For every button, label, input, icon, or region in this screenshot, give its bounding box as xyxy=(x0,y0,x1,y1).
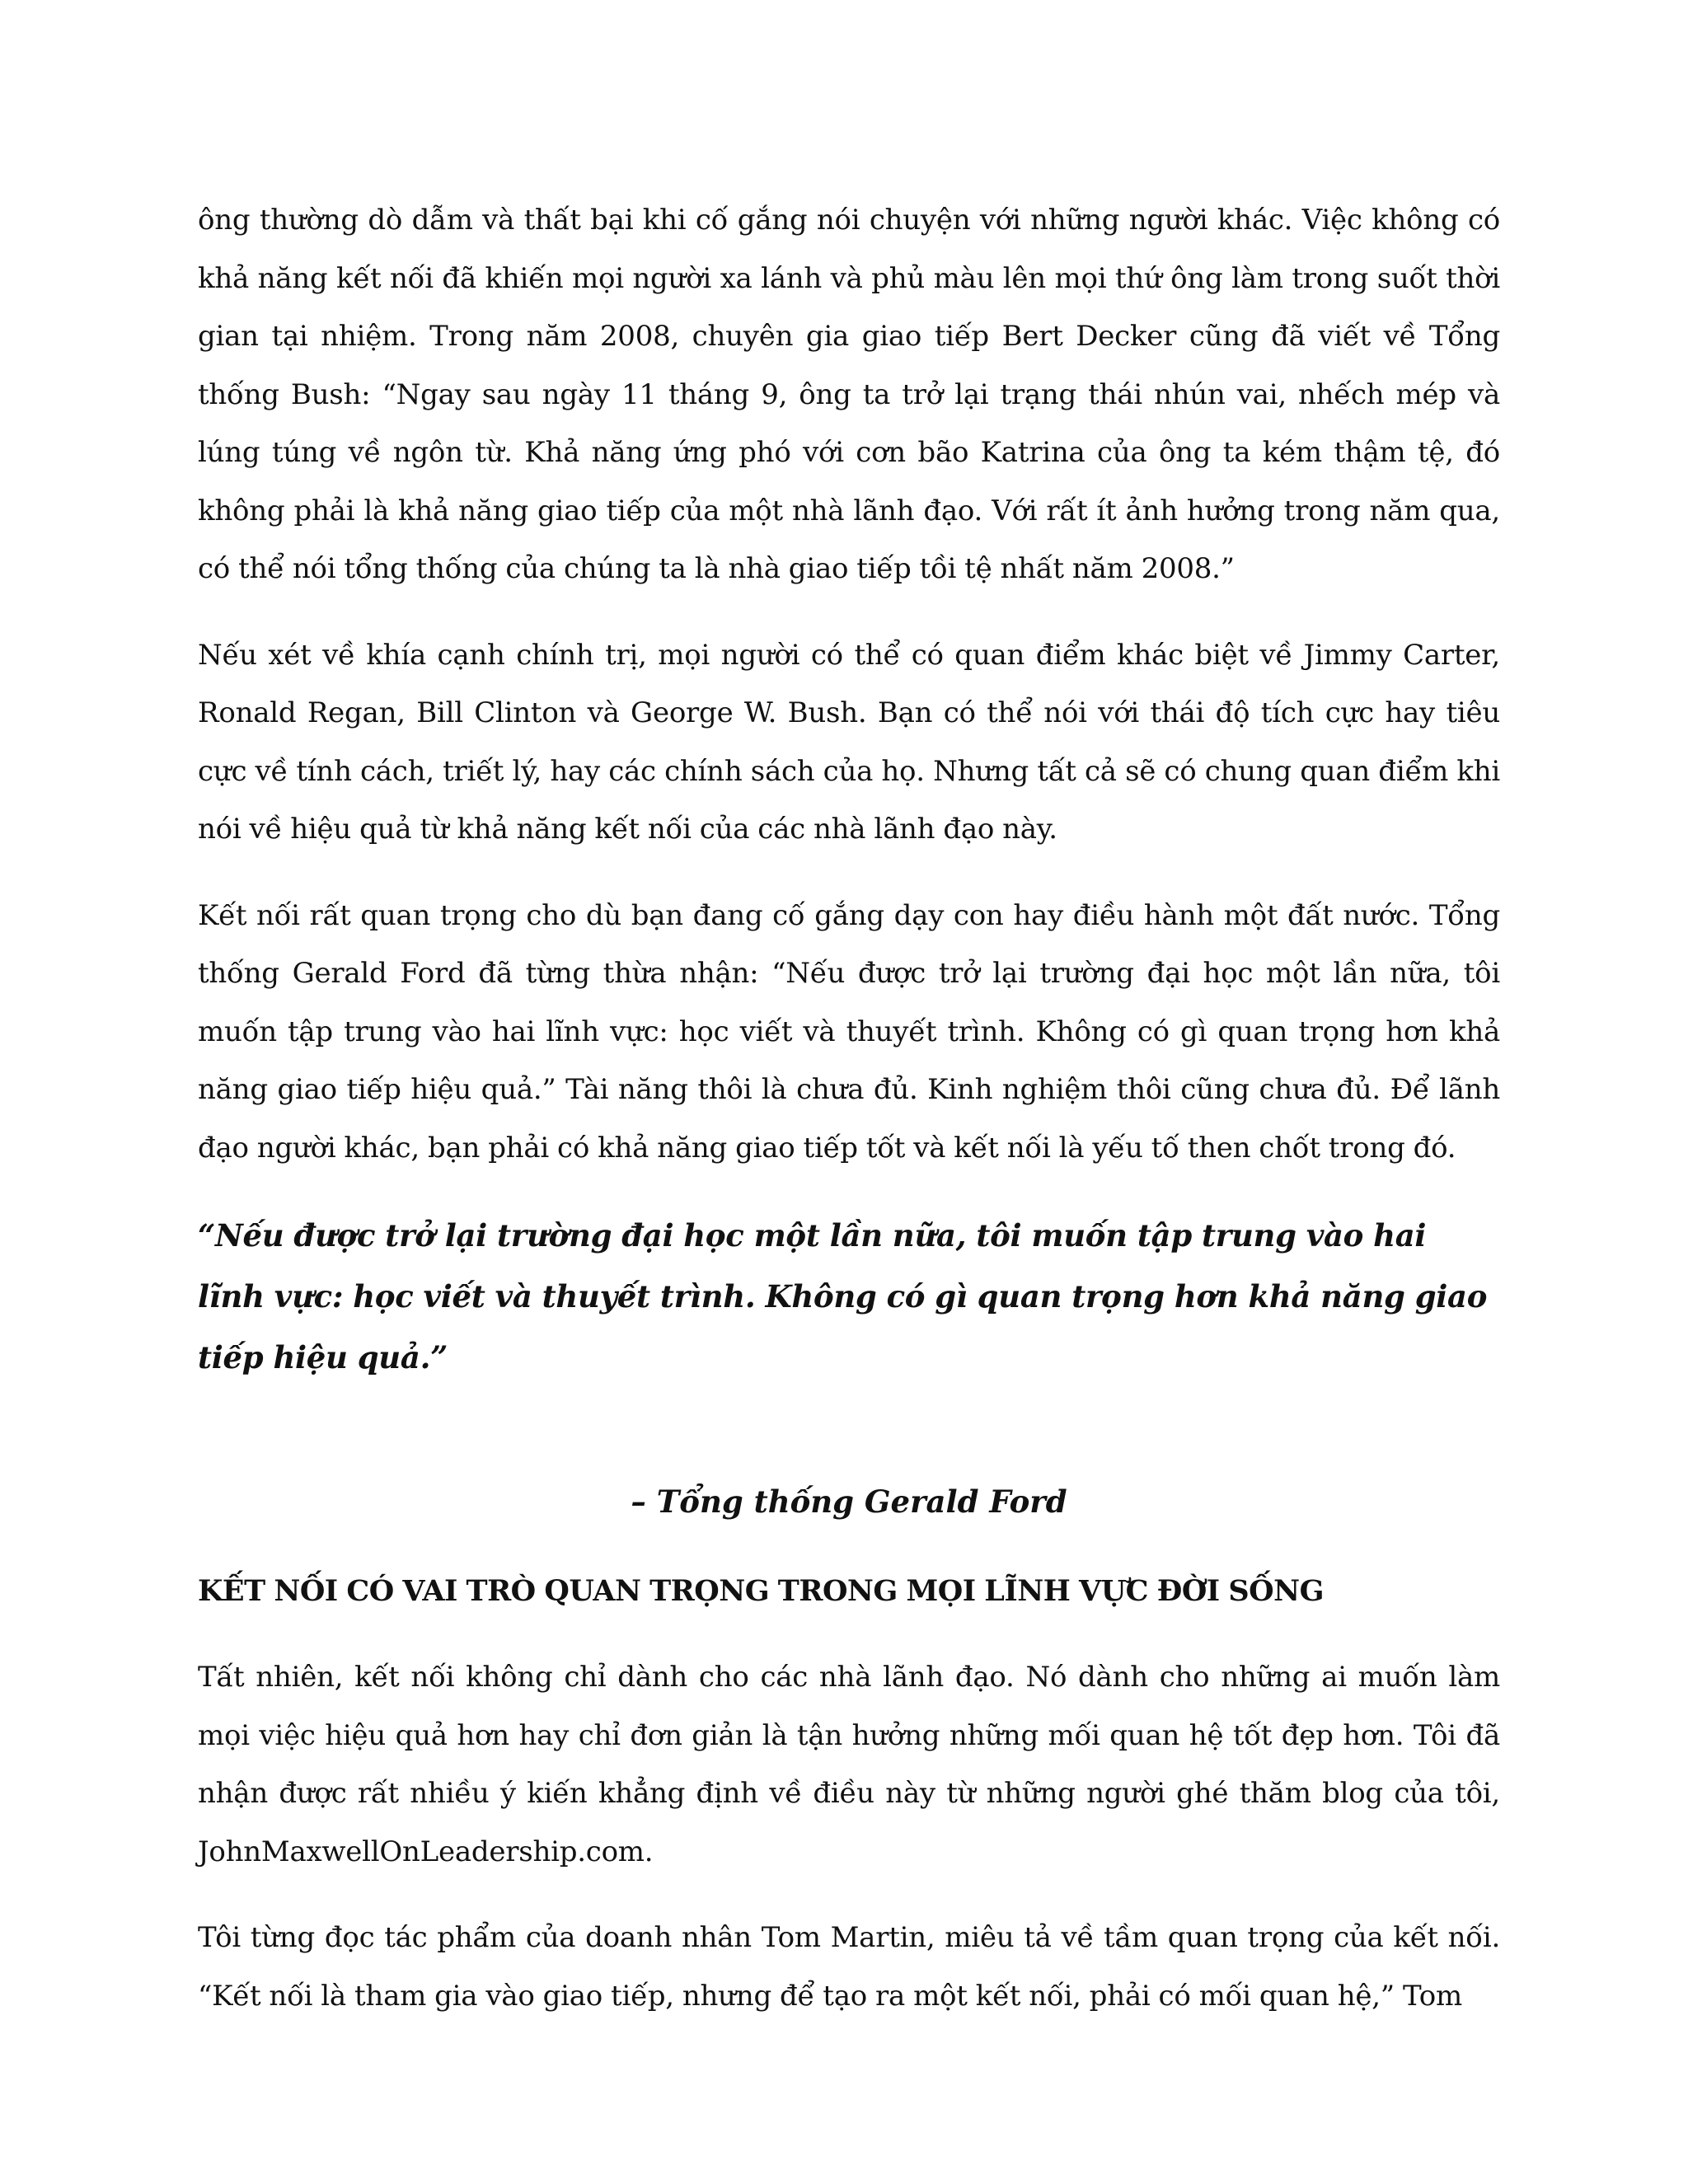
document-page xyxy=(198,191,1500,2053)
quote-attribution: – Tổng thống Gerald Ford xyxy=(631,1483,1067,1520)
section-heading: KẾT NỐI CÓ VAI TRÒ QUAN TRỌNG TRONG MỌI LĨNH VỰC ĐỜI SỐNG xyxy=(198,1574,1325,1608)
body-paragraph-2: Nếu xét về khía cạnh chính trị, mọi người có thể có quan điểm khác biệt về Jimmy Carter, Ronald Regan, Bill Clinton và George W. Bush. Bạn có thể nói với thái độ tích cực hay tiêu cực về tính cách, triết lý, hay các chính sách của họ. Nhưng tất cả sẽ có chung quan điểm khi nói về hiệu quả từ khả năng kết nối của các nhà lãnh đạo này. xyxy=(198,638,1500,846)
body-paragraph-1: ông thường dò dẫm và thất bại khi cố gắng nói chuyện với những người khác. Việc không có khả năng kết nối đã khiến mọi người xa lánh và phủ màu lên mọi thứ ông làm trong suốt thời gian tại nhiệm. Trong năm 2008, chuyên gia giao tiếp Bert Decker cũng đã viết về Tổng thống Bush: “Ngay sau ngày 11 tháng 9, ông ta trở lại trạng thái nhún vai, nhếch mép và lúng túng về ngôn từ. Khả năng ứng phó với cơn bão Katrina của ông ta kém thậm tệ, đó không phải là khả năng giao tiếp của một nhà lãnh đạo. Với rất ít ảnh hưởng trong năm qua, có thể nói tổng thống của chúng ta là nhà giao tiếp tồi tệ nhất năm 2008.” xyxy=(198,204,1500,585)
pull-quote: “Nếu được trở lại trường đại học một lần nữa, tôi muốn tập trung vào hai lĩnh vực: học viết và thuyết trình. Không có gì quan trọng hơn khả năng giao tiếp hiệu quả.” xyxy=(198,1217,1488,1376)
section-paragraph-1: Tất nhiên, kết nối không chỉ dành cho các nhà lãnh đạo. Nó dành cho những ai muốn làm mọi việc hiệu quả hơn hay chỉ đơn giản là tận hưởng những mối quan hệ tốt đẹp hơn. Tôi đã nhận được rất nhiều ý kiến khẳng định về điều này từ những người ghé thăm blog của tôi, JohnMaxwellOnLeadership.com. xyxy=(198,1661,1500,1868)
body-paragraph-3: Kết nối rất quan trọng cho dù bạn đang cố gắng dạy con hay điều hành một đất nước. Tổng thống Gerald Ford đã từng thừa nhận: “Nếu được trở lại trường đại học một lần nữa, tôi muốn tập trung vào hai lĩnh vực: học viết và thuyết trình. Không có gì quan trọng hơn khả năng giao tiếp hiệu quả.” Tài năng thôi là chưa đủ. Kinh nghiệm thôi cũng chưa đủ. Để lãnh đạo người khác, bạn phải có khả năng giao tiếp tốt và kết nối là yếu tố then chốt trong đó. xyxy=(198,898,1500,1165)
section-paragraph-2: Tôi từng đọc tác phẩm của doanh nhân Tom Martin, miêu tả về tầm quan trọng của kết nối. “Kết nối là tham gia vào giao tiếp, nhưng để tạo ra một kết nối, phải có mối quan hệ,” Tom xyxy=(198,1921,1500,2013)
